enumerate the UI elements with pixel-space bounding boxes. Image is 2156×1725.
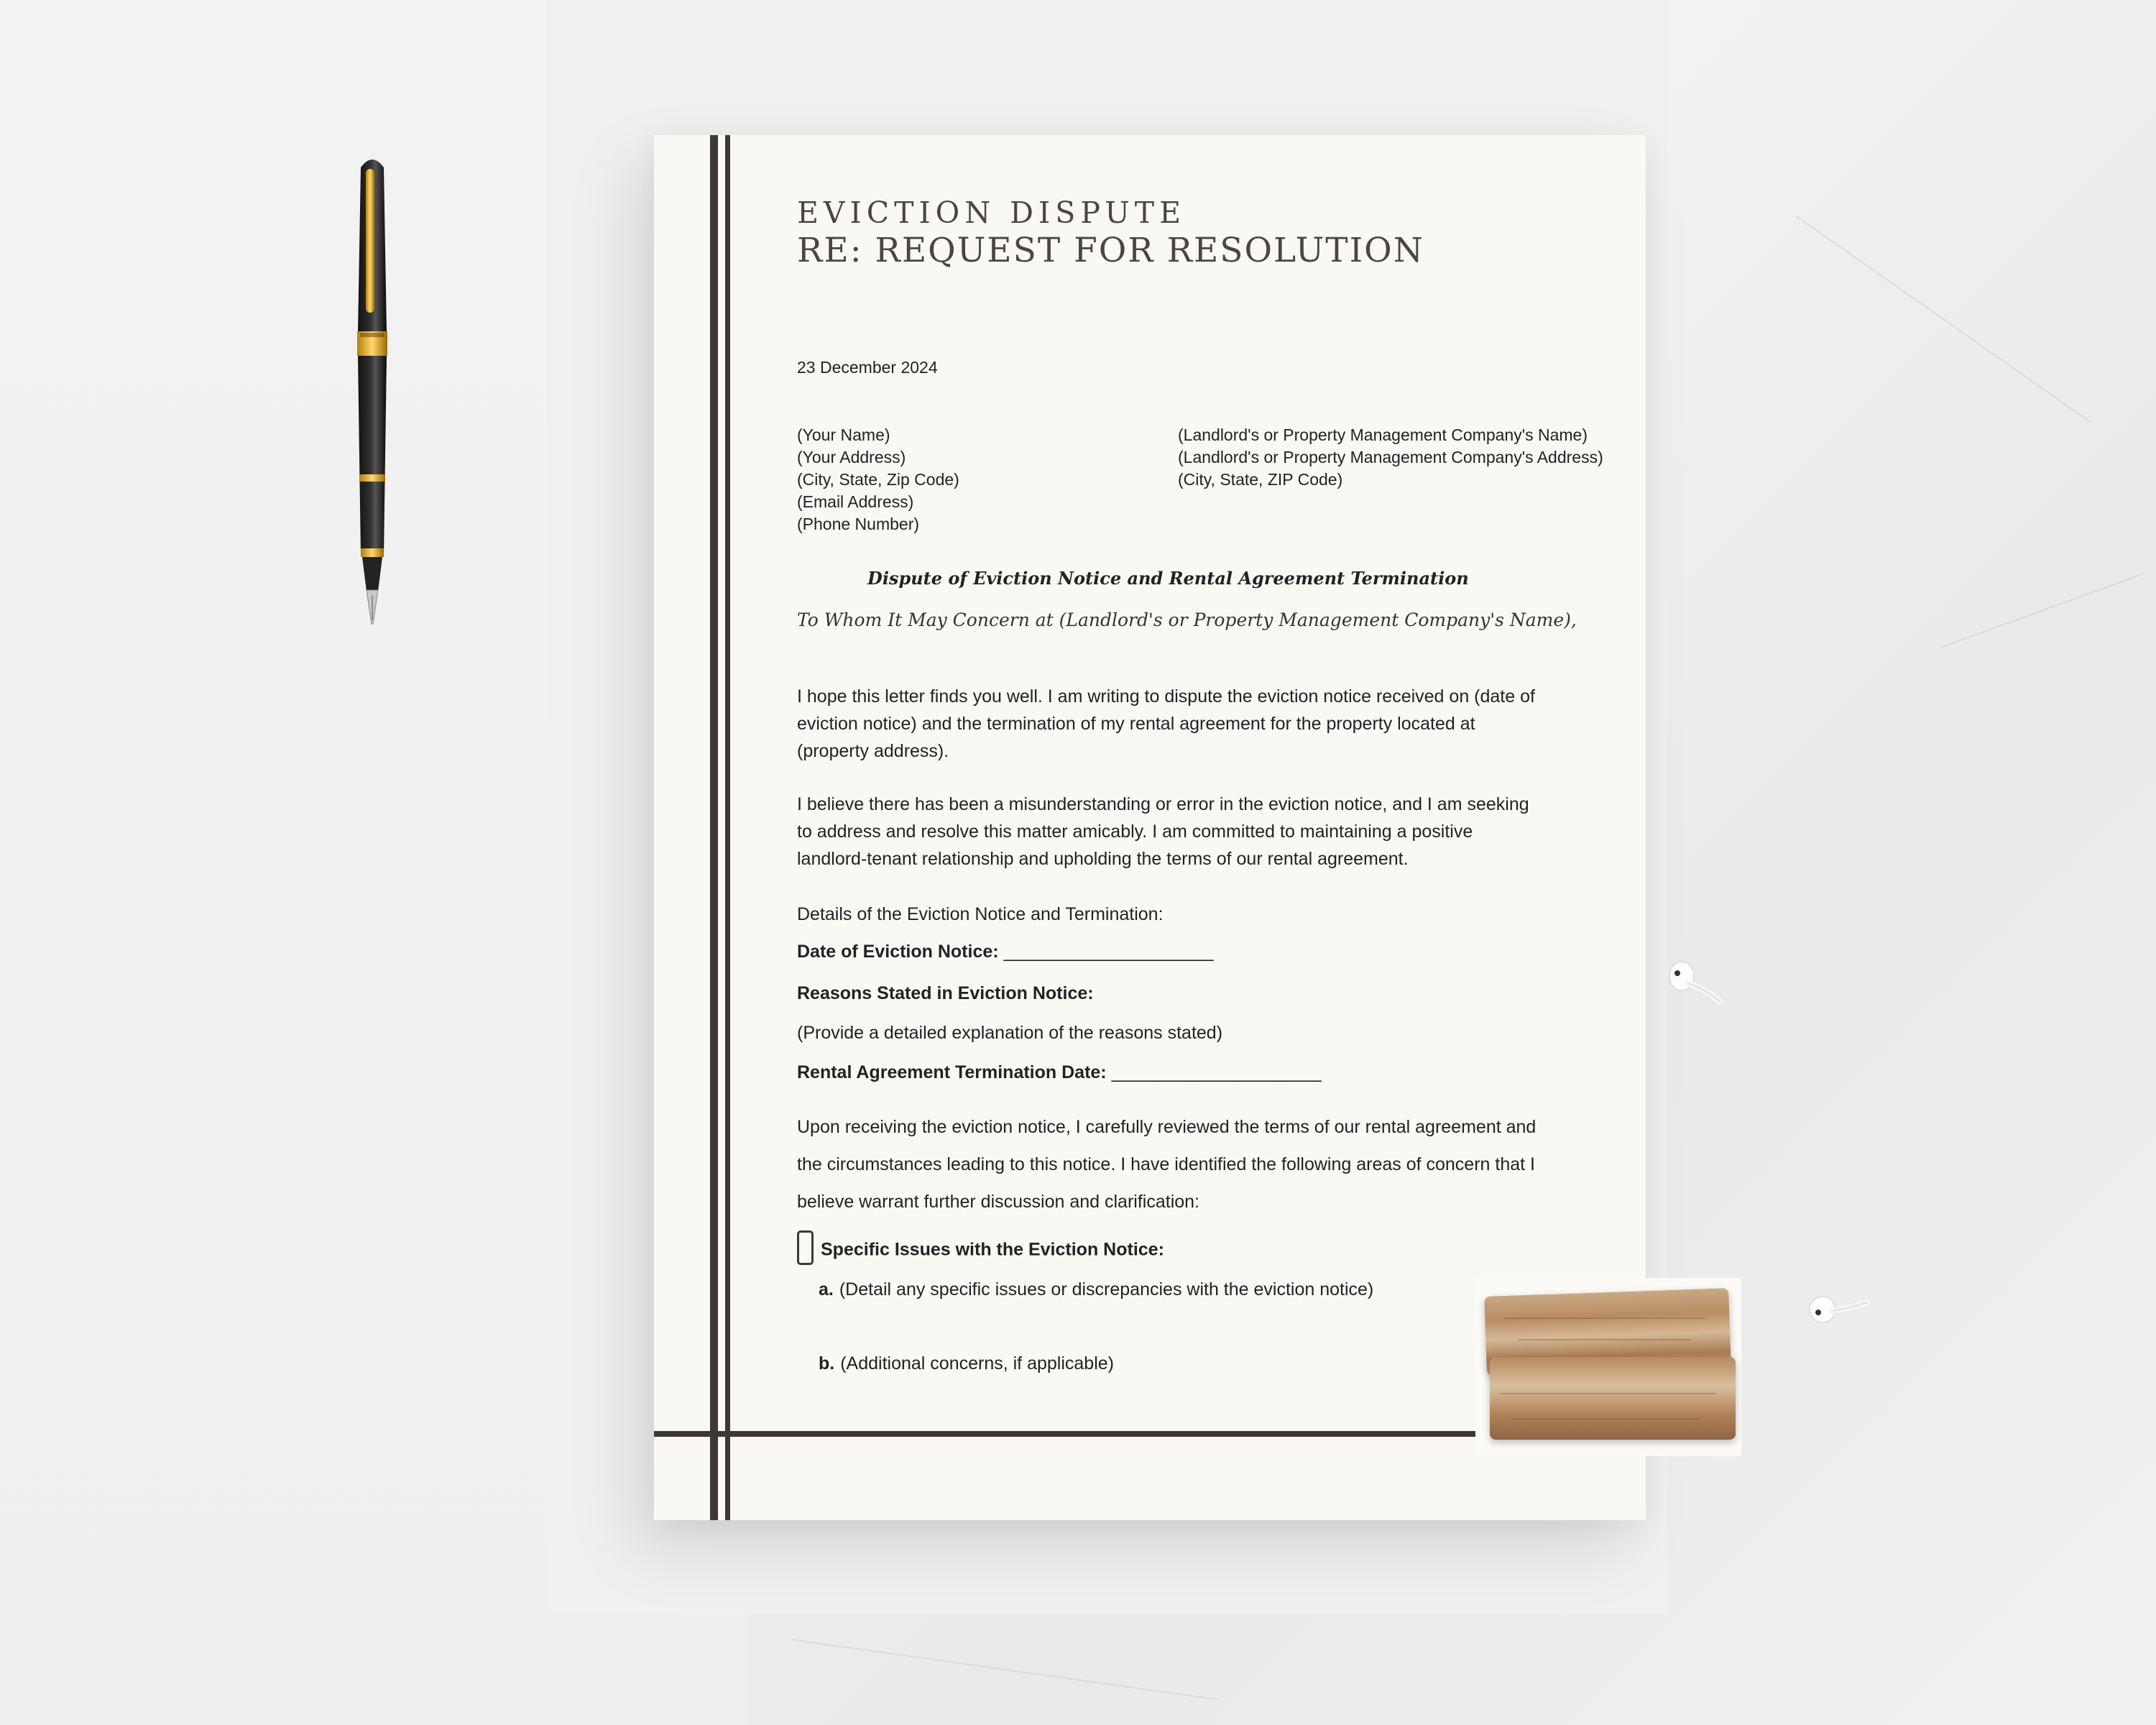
marble-vein (1796, 216, 2091, 423)
checkbox[interactable] (797, 1230, 814, 1265)
issue-item-a-marker: a. (819, 1279, 834, 1300)
issues-heading-row (797, 1233, 1164, 1268)
issues-heading: Specific Issues with the Eviction Notice: (821, 1239, 1164, 1260)
paragraph-review: Upon receiving the eviction notice, I carefully reviewed the terms of our rental agreement and the circumstances leading to this notice. I have identified the following areas of concern that I believe warrant further discussion and clarification: (797, 1117, 1537, 1212)
wooden-block-icon (1475, 1278, 1741, 1456)
sender-city: (City, State, Zip Code) (797, 470, 959, 489)
sender-name: (Your Name) (797, 426, 890, 444)
marble-vein (791, 1639, 1217, 1700)
wood-grain (1504, 1317, 1705, 1319)
field-termination-date (797, 1062, 1322, 1083)
marble-vein (1940, 573, 2144, 648)
field-reasons-label: Reasons Stated in Eviction Notice: (797, 983, 1094, 1003)
field-termination-date-blank: _____________________ (1111, 1062, 1322, 1082)
details-heading: Details of the Eviction Notice and Termination: (797, 904, 1164, 924)
field-reasons-note: (Provide a detailed explanation of the reasons stated) (797, 1023, 1223, 1043)
wood-grain (1501, 1393, 1716, 1394)
paragraph-intro: I hope this letter finds you well. I am writing to dispute the eviction notice received on (date of eviction notice) and the termination of my rental agreement for the property located at (property address). (797, 686, 1535, 761)
footer-rule (654, 1431, 1480, 1437)
sender-phone: (Phone Number) (797, 515, 920, 533)
sender-address: (Your Address) (797, 448, 906, 466)
letter-date: 23 December 2024 (797, 358, 938, 377)
recipient-address-block (1178, 424, 1603, 491)
salutation: To Whom It May Concern at (Landlord's or Property Management Company's Name), (797, 610, 1577, 630)
margin-rule-thin (725, 135, 730, 1520)
sender-address-block (797, 424, 959, 535)
issue-item-b (819, 1353, 1114, 1374)
field-eviction-date (797, 942, 1214, 962)
document-subtitle: RE: REQUEST FOR RESOLUTION (797, 231, 1424, 270)
issue-item-a (819, 1279, 1373, 1300)
wood-slab-bottom (1490, 1357, 1736, 1440)
earbud-icon (1666, 957, 1726, 1005)
margin-rule-thick (710, 135, 718, 1520)
recipient-name: (Landlord's or Property Management Company's Name) (1178, 426, 1588, 444)
field-termination-date-label: Rental Agreement Termination Date: (797, 1062, 1107, 1082)
issue-item-b-marker: b. (819, 1353, 835, 1374)
wood-grain (1511, 1418, 1698, 1420)
paragraph-belief: I believe there has been a misunderstanding or error in the eviction notice, and I am seeking to address and resolve this matter amicably. I am committed to maintaining a positive landlord-tenant relationship and upholding the terms of our rental agreement. (797, 794, 1529, 869)
issue-item-a-text: (Detail any specific issues or discrepancies with the eviction notice) (839, 1279, 1374, 1300)
fountain-pen-icon (351, 153, 394, 627)
field-eviction-date-label: Date of Eviction Notice: (797, 942, 999, 962)
wood-grain (1519, 1339, 1691, 1340)
recipient-address: (Landlord's or Property Management Company's Address) (1178, 448, 1603, 466)
issue-item-b-text: (Additional concerns, if applicable) (840, 1353, 1114, 1374)
letter-subject: Dispute of Eviction Notice and Rental Agreement Termination (867, 568, 1469, 589)
sender-email: (Email Address) (797, 492, 914, 511)
field-eviction-date-blank: _____________________ (1003, 942, 1214, 962)
document-title: EVICTION DISPUTE (797, 196, 1187, 230)
recipient-city: (City, State, ZIP Code) (1178, 470, 1343, 489)
earbud-icon (1805, 1287, 1870, 1330)
